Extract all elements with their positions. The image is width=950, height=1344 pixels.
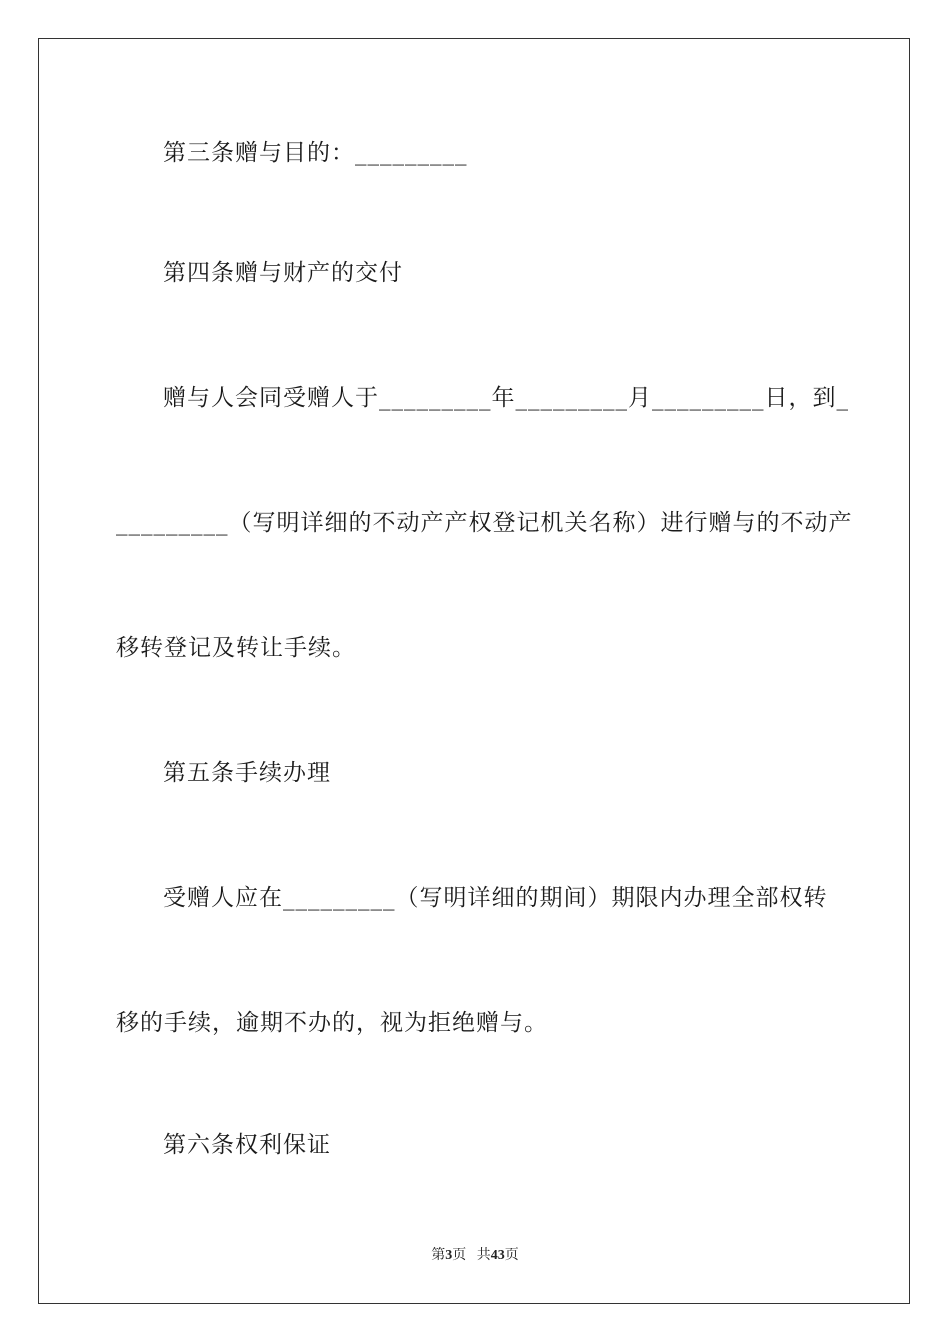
article-5-paragraph-line-1: 受赠人应在_________（写明详细的期间）期限内办理全部权转	[163, 885, 828, 911]
article-4-paragraph-line-1: 赠与人会同受赠人于_________年_________月_________日，到_	[163, 385, 849, 411]
total-pages-number: 43	[490, 1248, 505, 1263]
page-frame	[38, 38, 910, 1304]
total-suffix: 页	[504, 1248, 519, 1263]
current-page-number: 3	[445, 1248, 453, 1263]
total-prefix: 共	[476, 1248, 491, 1263]
article-4-paragraph-line-2: _________（写明详细的不动产产权登记机关名称）进行赠与的不动产	[116, 510, 853, 536]
article-4-paragraph-line-3: 移转登记及转让手续。	[116, 635, 356, 661]
article-4-heading: 第四条赠与财产的交付	[163, 260, 403, 286]
article-5-heading: 第五条手续办理	[163, 760, 331, 786]
page-suffix: 页	[452, 1248, 467, 1263]
article-6-heading: 第六条权利保证	[163, 1132, 331, 1158]
article-5-paragraph-line-2: 移的手续，逾期不办的，视为拒绝赠与。	[116, 1010, 548, 1036]
page-footer	[0, 1246, 950, 1266]
article-3-heading: 第三条赠与目的：_________	[163, 140, 468, 166]
page-prefix: 第	[431, 1248, 446, 1263]
